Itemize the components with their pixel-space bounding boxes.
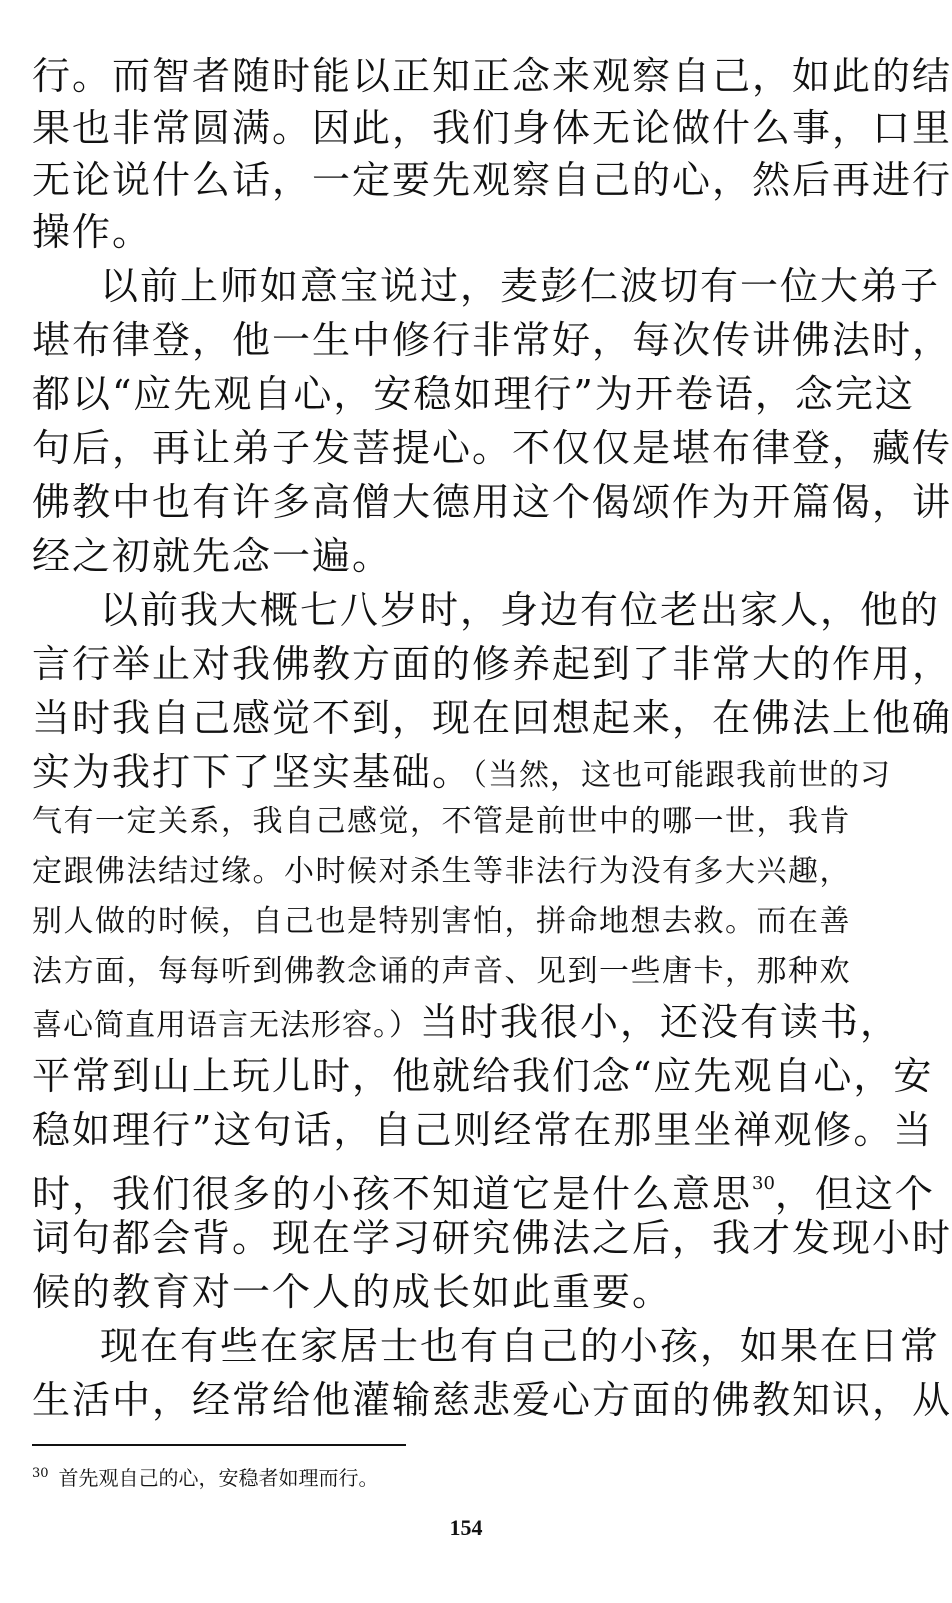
footnote-divider — [32, 1444, 406, 1446]
text-line: 堪布律登，他一生中修行非常好，每次传讲佛法时， — [32, 318, 952, 362]
main-text: 当时我很小，还没有读书， — [420, 1000, 901, 1044]
text-line: 经之初就先念一遍。 — [32, 534, 393, 578]
main-text: 实为我打下了坚实基础。 — [32, 750, 473, 794]
text-line: 操作。 — [32, 210, 153, 254]
mixed-text-line — [32, 746, 892, 798]
text-line: 句后，再让弟子发菩提心。不仅仅是堪布律登，藏传 — [32, 426, 952, 470]
text-line: 无论说什么话，一定要先观察自己的心，然后再进行 — [32, 158, 952, 202]
text-line-with-footnote — [32, 1158, 935, 1216]
text-segment: 时，我们很多的小孩不知道它是什么意思 — [32, 1172, 753, 1216]
footnote — [32, 1458, 860, 1494]
paragraph-start-line: 以前上师如意宝说过，麦彭仁波切有一位大弟子 — [100, 264, 941, 308]
aside-text-line: 法方面，每每听到佛教念诵的声音、见到一些唐卡，那种欢 — [32, 954, 851, 989]
aside-text-line: 气有一定关系，我自己感觉，不管是前世中的哪一世，我肯 — [32, 804, 851, 839]
footnote-text: 首先观自己的心，安稳者如理而行。 — [58, 1466, 379, 1490]
paragraph-start-line: 现在有些在家居士也有自己的小孩，如果在日常 — [100, 1324, 941, 1368]
text-line: 生活中，经常给他灌输慈悲爱心方面的佛教知识，从 — [32, 1378, 952, 1422]
text-line: 稳如理行”这句话，自己则经常在那里坐禅观修。当 — [32, 1108, 934, 1152]
text-line: 词句都会背。现在学习研究佛法之后，我才发现小时 — [32, 1216, 952, 1260]
mixed-text-line — [32, 996, 901, 1048]
paragraph-start-line: 以前我大概七八岁时，身边有位老出家人，他的 — [100, 588, 941, 632]
footnote-number: 30 — [32, 1466, 49, 1481]
page-number: 154 — [449, 1515, 483, 1540]
aside-text: （当然，这也可能跟我前世的习 — [472, 758, 892, 793]
text-line: 当时我自己感觉不到，现在回想起来，在佛法上他确 — [32, 696, 952, 740]
aside-text-line: 定跟佛法结过缘。小时候对杀生等非法行为没有多大兴趣， — [32, 854, 851, 889]
text-line: 言行举止对我佛教方面的修养起到了非常大的作用， — [32, 642, 952, 686]
aside-text: 喜心简直用语言无法形容。） — [32, 1008, 420, 1043]
text-line: 行。而智者随时能以正知正念来观察自己，如此的结 — [32, 54, 952, 98]
aside-text-line: 别人做的时候，自己也是特别害怕，拼命地想去救。而在善 — [32, 904, 851, 939]
text-line: 果也非常圆满。因此，我们身体无论做什么事，口里 — [32, 106, 952, 150]
text-line: 佛教中也有许多高僧大德用这个偈颂作为开篇偈，讲 — [32, 480, 952, 524]
footnote-reference[interactable]: 30 — [752, 1173, 775, 1194]
text-segment: ，但这个 — [774, 1172, 935, 1216]
text-line: 平常到山上玩儿时，他就给我们念“应先观自心，安 — [32, 1054, 934, 1098]
text-line: 都以“应先观自心，安稳如理行”为开卷语，念完这 — [32, 372, 915, 416]
text-line: 候的教育对一个人的成长如此重要。 — [32, 1270, 673, 1314]
